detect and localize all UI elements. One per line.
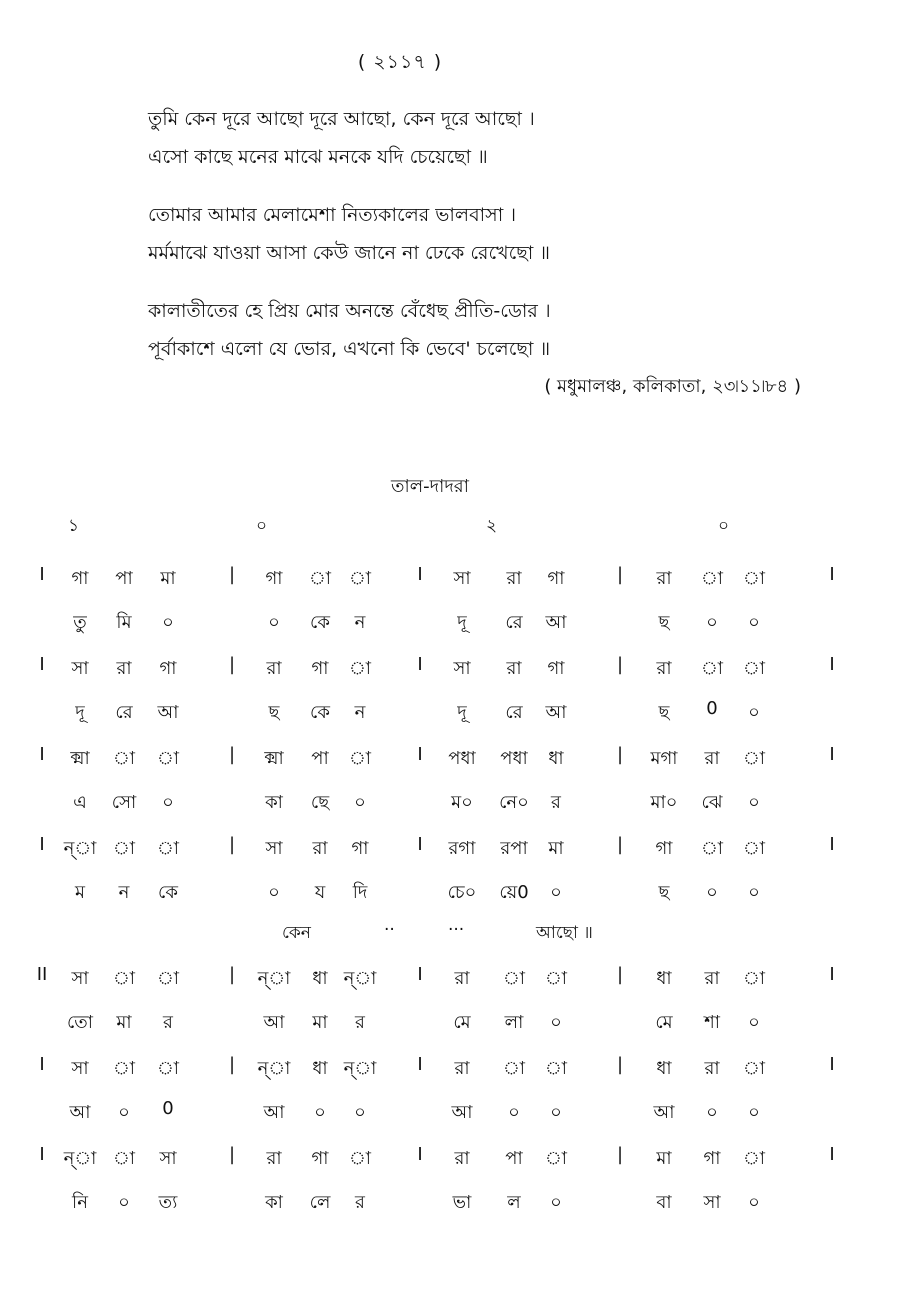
lyric-syllable: বা xyxy=(656,1192,672,1213)
lyric-syllable: কে xyxy=(158,882,178,903)
bar-line: | xyxy=(616,1054,624,1075)
lyric-syllable: রে xyxy=(505,612,523,633)
swar-note: সা xyxy=(71,1058,89,1079)
swar-note: গা xyxy=(265,568,283,589)
lyric-syllable: ০ xyxy=(550,882,562,903)
lyric-syllable: ন xyxy=(354,702,366,723)
lyric-row xyxy=(0,1092,921,1138)
lyric-syllable: ০ xyxy=(268,612,280,633)
swar-note: সা xyxy=(71,658,89,679)
beat-mark: ২ xyxy=(486,516,498,536)
swar-note: া xyxy=(156,748,180,769)
lyric-syllable: ০ xyxy=(748,1012,760,1033)
swar-row xyxy=(0,738,921,782)
swar-note: রা xyxy=(454,1058,470,1079)
swar-note: গা xyxy=(547,658,565,679)
lyric-syllable: ছ xyxy=(658,702,670,723)
bar-line: I xyxy=(39,564,45,585)
repeat-row xyxy=(0,918,921,958)
bar-line: | xyxy=(616,964,624,985)
lyric-syllable: ০ xyxy=(748,792,760,813)
lyric-syllable: রে xyxy=(115,702,133,723)
lyric-syllable: র xyxy=(355,1192,365,1213)
lyric-syllable: ন xyxy=(118,882,130,903)
swar-note: ক্মা xyxy=(264,748,284,769)
swar-note: া xyxy=(742,658,766,679)
beat-marks-row xyxy=(0,513,921,543)
repeat-text: ·· xyxy=(384,920,395,940)
repeat-text: আছো ॥ xyxy=(536,923,593,943)
lyrics-block xyxy=(148,100,848,388)
swar-note: া xyxy=(544,1058,568,1079)
swar-note: ন্া xyxy=(343,968,377,989)
lyric-syllable: য়ে0 xyxy=(499,882,529,903)
lyric-syllable: আ xyxy=(263,1102,285,1123)
swar-row xyxy=(0,648,921,692)
lyric-syllable: লে xyxy=(309,1192,331,1213)
lyric-syllable: নে০ xyxy=(499,792,529,813)
bar-line: | xyxy=(616,564,624,585)
swar-note: ন্া xyxy=(257,968,291,989)
swar-note: া xyxy=(742,968,766,989)
swar-note: া xyxy=(112,968,136,989)
swar-note: া xyxy=(700,838,724,859)
lyric-syllable: দূ xyxy=(457,702,467,723)
lyric-syllable: এ xyxy=(73,792,87,813)
swar-note: রগা xyxy=(448,838,476,859)
beat-mark: ১ xyxy=(68,516,80,536)
lyric-row xyxy=(0,782,921,828)
bar-line: I xyxy=(39,1144,45,1165)
swar-note: রা xyxy=(454,968,470,989)
lyric-syllable: র xyxy=(163,1012,173,1033)
swar-note: পধা xyxy=(500,748,528,769)
lyric-syllable: ০ xyxy=(118,1192,130,1213)
lyric-syllable: ০ xyxy=(314,1102,326,1123)
bar-line: I xyxy=(417,964,423,985)
swar-note: ধা xyxy=(548,748,564,769)
lyric-syllable: ভা xyxy=(452,1192,472,1213)
swar-note: গা xyxy=(547,568,565,589)
swar-note: গা xyxy=(655,838,673,859)
lyric-syllable: ত্য xyxy=(158,1192,178,1213)
swar-note: া xyxy=(156,838,180,859)
lyric-line: তোমার আমার মেলামেশা নিত্যকালের ভালবাসা । xyxy=(148,204,517,226)
swar-note: সা xyxy=(159,1148,177,1169)
bar-line: I xyxy=(417,1054,423,1075)
swar-note: রা xyxy=(656,658,672,679)
tala-title: তাল-দাদরা xyxy=(391,476,469,497)
lyric-syllable: ০ xyxy=(748,1192,760,1213)
swar-note: রপা xyxy=(500,838,528,859)
bar-line: I xyxy=(39,654,45,675)
swar-note: া xyxy=(156,968,180,989)
lyric-syllable: ০ xyxy=(162,612,174,633)
swar-note: া xyxy=(502,968,526,989)
lyric-syllable: 0 xyxy=(162,1098,174,1119)
lyric-syllable: মা xyxy=(312,1012,328,1033)
beat-mark: ০ xyxy=(718,516,730,536)
swar-note: া xyxy=(112,1058,136,1079)
bar-line: | xyxy=(228,1054,236,1075)
swar-note: ক্মা xyxy=(70,748,90,769)
swar-note: রা xyxy=(312,838,328,859)
lyric-syllable: ল xyxy=(507,1192,521,1213)
lyric-syllable: ০ xyxy=(162,792,174,813)
bar-line: | xyxy=(616,834,624,855)
swar-row xyxy=(0,1138,921,1182)
lyric-syllable: আ xyxy=(653,1102,675,1123)
swar-note: রা xyxy=(704,968,720,989)
lyric-syllable: কা xyxy=(265,792,283,813)
lyric-syllable: ০ xyxy=(748,612,760,633)
bar-line: | xyxy=(616,1144,624,1165)
lyric-line: কালাতীতের হে প্রিয় মোর অনন্তে বেঁধেছ প্রীতি-ডোর । xyxy=(148,300,551,322)
swar-note: পা xyxy=(115,568,133,589)
swar-note: রা xyxy=(454,1148,470,1169)
swar-note: সা xyxy=(71,968,89,989)
swar-note: রা xyxy=(704,1058,720,1079)
swar-note: রা xyxy=(506,568,522,589)
lyric-line: পূর্বাকাশে এলো যে ভোর, এখনো কি ভেবে' চলেছো ॥ xyxy=(148,338,551,360)
bar-line: I xyxy=(39,1054,45,1075)
swar-note: া xyxy=(156,1058,180,1079)
bar-line: I xyxy=(417,654,423,675)
swar-row xyxy=(0,1048,921,1092)
lyric-syllable: তো xyxy=(66,1012,94,1033)
swar-note: গা xyxy=(311,1148,329,1169)
bar-line: I xyxy=(829,564,835,585)
swar-note: া xyxy=(348,568,372,589)
lyric-syllable: আ xyxy=(451,1102,473,1123)
bar-line: I xyxy=(39,834,45,855)
lyric-syllable: র xyxy=(551,792,561,813)
stanza xyxy=(148,196,848,272)
lyric-syllable: ঝে xyxy=(701,792,723,813)
lyric-syllable: ০ xyxy=(706,612,718,633)
bar-line: I xyxy=(417,1144,423,1165)
lyric-syllable: ০ xyxy=(748,702,760,723)
stanza xyxy=(148,100,848,176)
lyric-row xyxy=(0,1002,921,1048)
lyric-syllable: কা xyxy=(265,1192,283,1213)
lyric-syllable: নি xyxy=(72,1192,88,1213)
source-note: ( মধুমালঞ্চ, কলিকাতা, ২৩৷১১৷৮৪ ) xyxy=(544,376,801,397)
lyric-syllable: ০ xyxy=(550,1012,562,1033)
swar-note: পা xyxy=(505,1148,523,1169)
swar-note: া xyxy=(308,568,332,589)
swar-note: রা xyxy=(266,658,282,679)
bar-line: II xyxy=(36,964,48,985)
lyric-syllable: ০ xyxy=(550,1102,562,1123)
swar-note: রা xyxy=(116,658,132,679)
swar-note: রা xyxy=(506,658,522,679)
notation-table xyxy=(0,558,921,1228)
repeat-text: কেন xyxy=(282,923,311,943)
swar-note: মা xyxy=(548,838,564,859)
swar-note: গা xyxy=(351,838,369,859)
swar-note: া xyxy=(544,968,568,989)
swar-note: া xyxy=(700,568,724,589)
lyric-row xyxy=(0,1182,921,1228)
lyric-syllable: কে xyxy=(310,702,330,723)
lyric-line: এসো কাছে মনের মাঝে মনকে যদি চেয়েছো ॥ xyxy=(148,146,488,168)
swar-row xyxy=(0,558,921,602)
swar-note: ধা xyxy=(656,1058,672,1079)
swar-row xyxy=(0,958,921,1002)
swar-note: া xyxy=(742,838,766,859)
lyric-syllable: ছে xyxy=(310,792,330,813)
swar-note: া xyxy=(112,838,136,859)
bar-line: I xyxy=(417,744,423,765)
lyric-syllable: ছ xyxy=(658,882,670,903)
swar-note: া xyxy=(700,658,724,679)
swar-note: া xyxy=(112,1148,136,1169)
swar-note: া xyxy=(348,748,372,769)
swar-note: ন্া xyxy=(257,1058,291,1079)
lyric-syllable: ০ xyxy=(354,1102,366,1123)
bar-line: | xyxy=(228,964,236,985)
swar-row xyxy=(0,828,921,872)
swar-note: রা xyxy=(266,1148,282,1169)
lyric-syllable: মা xyxy=(116,1012,132,1033)
swar-note: ধা xyxy=(656,968,672,989)
swar-note: া xyxy=(742,1058,766,1079)
lyric-syllable: দি xyxy=(352,882,368,903)
bar-line: I xyxy=(39,744,45,765)
lyric-syllable: ০ xyxy=(268,882,280,903)
lyric-syllable: ন xyxy=(354,612,366,633)
lyric-syllable: ছ xyxy=(658,612,670,633)
lyric-syllable: ০ xyxy=(706,882,718,903)
lyric-syllable: ০ xyxy=(706,1102,718,1123)
bar-line: I xyxy=(829,1054,835,1075)
lyric-syllable: শা xyxy=(704,1012,720,1033)
lyric-syllable: আ xyxy=(545,612,567,633)
bar-line: | xyxy=(616,744,624,765)
lyric-syllable: আ xyxy=(263,1012,285,1033)
lyric-syllable: লা xyxy=(504,1012,524,1033)
lyric-syllable: চে০ xyxy=(447,882,477,903)
beat-mark: ০ xyxy=(256,516,268,536)
swar-note: ন্া xyxy=(343,1058,377,1079)
lyric-syllable: দূ xyxy=(75,702,85,723)
swar-note: রা xyxy=(704,748,720,769)
swar-note: ধা xyxy=(312,968,328,989)
swar-note: মগা xyxy=(650,748,678,769)
lyric-line: মর্মমাঝে যাওয়া আসা কেউ জানে না ঢেকে রেখেছো ॥ xyxy=(148,242,551,264)
swar-note: া xyxy=(348,658,372,679)
bar-line: | xyxy=(228,1144,236,1165)
bar-line: | xyxy=(228,744,236,765)
lyric-syllable: আ xyxy=(545,702,567,723)
bar-line: I xyxy=(417,564,423,585)
swar-note: ন্া xyxy=(63,838,97,859)
lyric-syllable: দূ xyxy=(457,612,467,633)
stanza xyxy=(148,292,848,368)
bar-line: | xyxy=(228,834,236,855)
swar-note: মা xyxy=(656,1148,672,1169)
lyric-syllable: ০ xyxy=(118,1102,130,1123)
lyric-syllable: মা০ xyxy=(650,792,678,813)
swar-note: া xyxy=(742,1148,766,1169)
lyric-syllable: কে xyxy=(310,612,330,633)
lyric-syllable: মে xyxy=(453,1012,471,1033)
swar-note: সা xyxy=(265,838,283,859)
swar-note: রা xyxy=(656,568,672,589)
lyric-syllable: ০ xyxy=(354,792,366,813)
swar-note: গা xyxy=(311,658,329,679)
swar-note: া xyxy=(742,748,766,769)
swar-note: সা xyxy=(453,568,471,589)
repeat-text: ··· xyxy=(448,920,465,940)
swar-note: মা xyxy=(160,568,176,589)
lyric-syllable: ০ xyxy=(508,1102,520,1123)
swar-note: গা xyxy=(703,1148,721,1169)
lyric-syllable: আ xyxy=(157,702,179,723)
lyric-syllable: মি xyxy=(116,612,132,633)
lyric-row xyxy=(0,692,921,738)
bar-line: | xyxy=(616,654,624,675)
bar-line: | xyxy=(228,654,236,675)
lyric-syllable: তু xyxy=(73,612,87,633)
swar-note: া xyxy=(348,1148,372,1169)
swar-note: া xyxy=(544,1148,568,1169)
lyric-syllable: য xyxy=(314,882,326,903)
lyric-syllable: র xyxy=(355,1012,365,1033)
song-number: ( ২১১৭ ) xyxy=(357,51,443,73)
bar-line: I xyxy=(829,654,835,675)
lyric-syllable: রে xyxy=(505,702,523,723)
swar-note: পধা xyxy=(448,748,476,769)
bar-line: I xyxy=(829,964,835,985)
swar-note: গা xyxy=(159,658,177,679)
lyric-syllable: আ xyxy=(69,1102,91,1123)
lyric-syllable: ০ xyxy=(550,1192,562,1213)
bar-line: I xyxy=(417,834,423,855)
lyric-syllable: সো xyxy=(111,792,137,813)
bar-line: | xyxy=(228,564,236,585)
bar-line: I xyxy=(829,834,835,855)
lyric-row xyxy=(0,872,921,918)
swar-note: সা xyxy=(453,658,471,679)
lyric-syllable: ০ xyxy=(748,1102,760,1123)
lyric-syllable: ম xyxy=(75,882,85,903)
lyric-row xyxy=(0,602,921,648)
lyric-syllable: ছ xyxy=(268,702,280,723)
swar-note: া xyxy=(112,748,136,769)
lyric-syllable: ০ xyxy=(748,882,760,903)
bar-line: I xyxy=(829,1144,835,1165)
lyric-syllable: ম০ xyxy=(451,792,473,813)
swar-note: পা xyxy=(311,748,329,769)
swar-note: ধা xyxy=(312,1058,328,1079)
swar-note: গা xyxy=(71,568,89,589)
bar-line: I xyxy=(829,744,835,765)
lyric-syllable: মে xyxy=(655,1012,673,1033)
lyric-syllable: 0 xyxy=(706,698,718,719)
swar-note: া xyxy=(742,568,766,589)
lyric-line: তুমি কেন দূরে আছো দূরে আছো, কেন দূরে আছো । xyxy=(148,108,535,130)
swar-note: ন্া xyxy=(63,1148,97,1169)
swar-note: া xyxy=(502,1058,526,1079)
lyric-syllable: সা xyxy=(703,1192,721,1213)
